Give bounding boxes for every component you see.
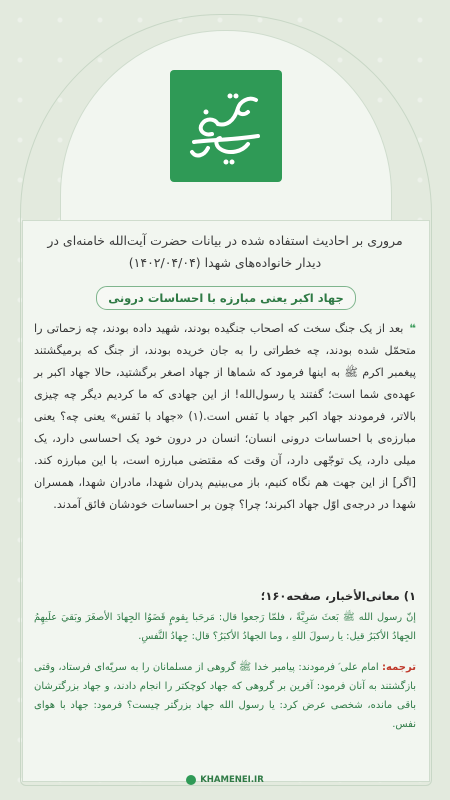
- quote-icon: ❝: [409, 322, 416, 335]
- site-name: KHAMENEI.IR: [200, 775, 264, 785]
- hadith-zendegi-calligraphy-icon: [178, 78, 274, 174]
- source-title: ۱) معانی‌الأخبار، صفحه۱۶۰؛: [260, 589, 416, 603]
- hadith-body-text: بعد از یک جنگ سخت که اصحاب جنگیده بودند، شهید داده بودند، چه زحماتی را متحمّل شده بودند، چه خطراتی را به جان خریده بودند، از جنگ که برمیگشتند پیغمبر اکرم ﷺ به اینها فرمود که شماها از جهاد اصغر برگشتید، حالا جهاد اکبر بر عهده‌ی شما است؛ گفتند یا رسول‌الله! از این جهادی که ما کردیم دیگر چه چیزی بالاتر، فرمودند جهاد اکبر جهاد با نَفس است.(۱) «جهاد با نَفس» یعنی چه؟ یعنی مبارزه‌ی با احساسات درونی انسان؛ انسان در درون خود یک احساسی دارد، یک میلی دارد، یک توجّهی دارد، آن وقت که مقتضی مبارزه است، با این مبارزه کند. [اگر] از این جهت هم نگاه کنیم، باز می‌بینیم پدران شهدا، مادران شهدا، همسران شهدا در درجه‌ی اوّل جهاد اکبرند؛ چرا؟ چون بر احساسات خودشان فائق آمدند.: [34, 322, 417, 511]
- footer-brand[interactable]: [170, 772, 280, 788]
- intro-text: مروری بر احادیث استفاده شده در بیانات حضرت آیت‌الله خامنه‌ای در دیدار خانواده‌های شهدا (۱۴۰۲/۰۴/۰۴): [47, 233, 403, 270]
- hadith-body: [34, 318, 416, 516]
- topic-heading: جهاد اکبر یعنی مبارزه با احساسات درونی: [96, 286, 356, 310]
- translation-text: امام علی ؑ فرمودند: پیامبر خدا ﷺ گروهی از مسلمانان را به سریّه‌ای فرستاد، وقتی بازگشتند به آنان فرمود: آفرین بر گروهی که جهاد کوچکتر را انجام دادند، و جهاد بزرگترشان باقی مانده، شخصی عرض کرد: یا رسول الله جهاد بزرگتر چیست؟ فرمود: جهاد با هوای نفس.: [34, 662, 416, 730]
- translation: [34, 658, 416, 734]
- hadith-logo: [170, 70, 282, 182]
- site-logo-icon: [186, 775, 196, 785]
- translation-label: ترجمه:: [382, 662, 416, 673]
- arabic-hadith: إنّ رسول الله ﷺ بَعثَ سَرِيَّةً ، فلمّا رَجعوا قال: مَرحَبا بِقومٍ قَضَوُا الجِهادَ الأصغَرَ وبَقيَ علَيهِمُ الجِهادُ الأكبَرُ قيل: يا رسولَ اللهِ ، وما الجهادُ الأكبَرُ؟ قال: جِهادُ النَّفسِ.: [34, 612, 416, 642]
